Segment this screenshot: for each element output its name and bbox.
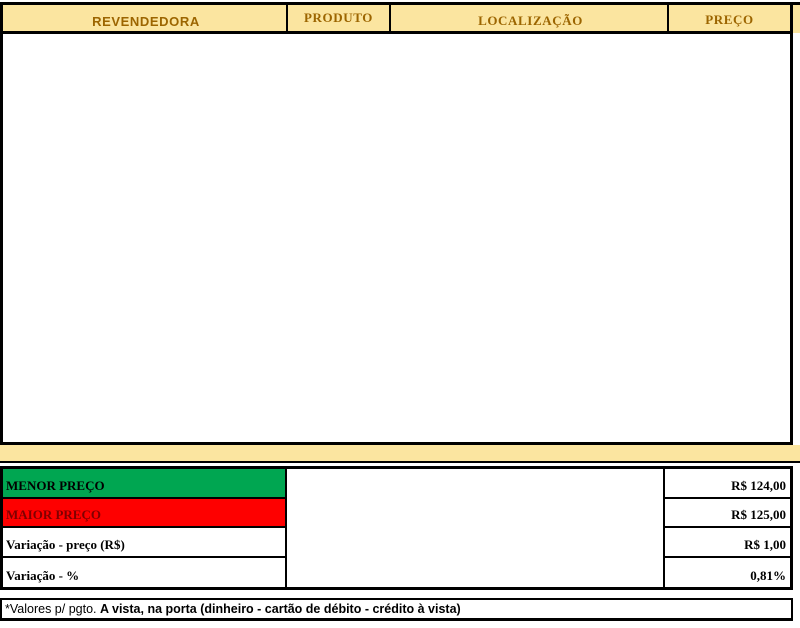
header-bleed-strip: [793, 2, 800, 33]
table-body: [3, 34, 790, 442]
summary-label-maior-preco: MAIOR PREÇO: [3, 499, 287, 529]
summary-value-maior-preco: R$ 125,00: [665, 499, 790, 529]
table-header-row: [3, 5, 790, 34]
yellow-separator-band: [0, 445, 800, 463]
column-header-preco: PREÇO: [669, 5, 790, 31]
payment-note: [0, 598, 793, 621]
summary-value-variacao-percent: 0,81%: [750, 568, 786, 583]
column-header-revendedora: REVENDEDORA: [3, 5, 288, 31]
summary-label-variacao-percent: Variação - %: [3, 558, 287, 588]
column-header-localizacao: LOCALIZAÇÃO: [391, 5, 669, 31]
summary-label-menor-preco: MENOR PREÇO: [3, 469, 287, 499]
payment-note-bold: A vista, na porta (dinheiro - cartão de débito - crédito à vista): [99, 602, 461, 616]
summary-value-menor-preco: R$ 124,00: [665, 469, 790, 499]
summary-value-variacao-preco: R$ 1,00: [665, 528, 790, 558]
summary-label-variacao-preco: Variação - preço (R$): [3, 528, 287, 558]
column-header-produto: PRODUTO: [288, 5, 391, 31]
summary-empty-cell: [287, 469, 665, 587]
summary-table: [0, 466, 793, 590]
payment-note-regular: *Valores p/ pgto.: [5, 602, 100, 616]
price-table: [0, 2, 793, 445]
